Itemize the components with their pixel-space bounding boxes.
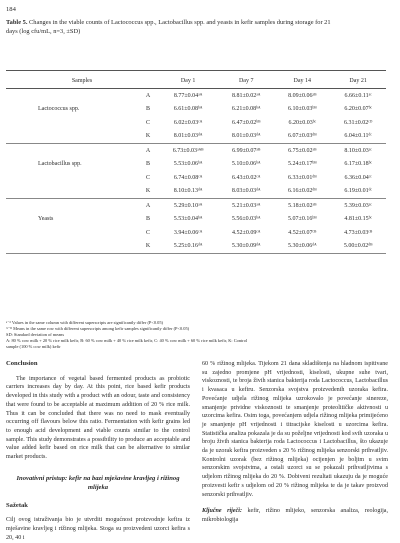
table-header-cell: Day 7 [218, 74, 274, 89]
summary-heading: Sažetak [6, 501, 28, 509]
value-cell: 8.01±0.03ᵈᴬ [218, 130, 274, 144]
value-cell: 6.99±0.07ᵃᴮ [232, 147, 261, 154]
value-cell: 5.21±0.03ᵃᴬ [231, 202, 261, 209]
table-body [6, 89, 386, 254]
value-cell: 6.16±0.02ᵈᴮ [274, 185, 330, 199]
table-row [6, 226, 386, 240]
species-cell [6, 116, 138, 130]
species-cell: Lactococcus spp. [38, 106, 80, 113]
value-cell: 5.56±0.03ᵇᴬ [231, 216, 261, 223]
conclusion-paragraph: The importance of vegetal based fermented products as probiotic carriers increases day by day. At this point, rice based kefir products developed in this study with a product with an odour, taste and consistency that were found to be acceptable at maximum addition of 20 % rice milk. Thus it can be concluded that there was no need to mask eventually occurring off flavours below this ratio. Fermentation with kefir grains led to enough acid development and viable counts similar to the control sample. This study demonstrates a possibility to produce an acceptable and value added kefir based on rice milk that can be alternative to similar market products. [6, 375, 190, 461]
value-cell: 5.53±0.04ᵇᴬ [173, 216, 203, 223]
species-cell [6, 130, 138, 144]
right-column [202, 360, 388, 525]
species-cell [6, 144, 138, 158]
table-row [6, 240, 386, 254]
footnote-line: ᵃ⁻ᵈ Values in the same column with different superscripts are significantly differ (P<0.05) [6, 320, 163, 325]
value-cell: 5.25±0.16ᵈᴬ [158, 240, 218, 254]
value-cell: 8.03±0.03ᵈᴬ [218, 185, 274, 199]
value-cell: 5.10±0.06ᵇᴬ [231, 161, 261, 168]
value-cell: 5.24±0.17ᵇᴮ [288, 161, 317, 168]
species-cell [6, 199, 138, 213]
value-cell: 4.73±0.03ᶜᴮ [344, 229, 373, 236]
value-cell: 4.81±0.15ᵇᶜ [344, 216, 372, 223]
keywords-label: Ključne riječi: [202, 508, 243, 515]
value-cell: 5.00±0.02ᵈᴮ [330, 240, 386, 254]
value-cell: 6.04±0.11ᵈᶜ [330, 130, 386, 144]
value-cell: 8.77±0.04ᵃᴬ [173, 92, 203, 99]
keywords [202, 507, 388, 524]
species-cell [6, 240, 138, 254]
sample-cell: B [145, 106, 150, 113]
sample-cell: B [145, 161, 150, 168]
table-row [6, 199, 386, 213]
value-cell: 5.29±0.10ᵃᴬ [173, 202, 203, 209]
table-caption-label: Table 5. [6, 19, 28, 26]
summary-continuation: 60 % rižinog mlijeka. Tijekom 21 dana skladištenja na hladnom ispitivane su zajedno promjene pH vrijednosti, kiselosti, ukupne suhe tvari, viskoznosti, te broja živih stanica bakterija roda Lactococcus, Lactobacillus i kvasaca u kefiru. Senzorska svojstva proizvedenih uzoraka kefira. Povećanje udjela rižinog mlijeka uzrokovalo je povećanje sinereze, smanjenje prividne viskoznosti te smanjenje proteolitičke aktivnosti u uzorcima kefira. Osim toga, povećanjem udjela rižinog mlijeka primijećeno je smanjenje pH vrijednosti i titracijske kiselosti u uzorcima kefira. Statistička analiza pokazala je da su poželjne vrijednosti kod svih uzoraka u broju živih stanica bakterija roda Lactococcus i Lactobacillus, što ukazuje da je uzorak kefira proizveden s 20 % rižinog mlijeka senzorski prihvatljiv. Kontrolni uzorak (bez rižinog mlijeka) ocijenjen je boljim u svim senzorskim svojstvima, a ostali uzorci su se pokazali prihvatljivima s udjelom rižinog mlijeka do 20 %. Dobiveni rezultati ukazuju da je moguće proizvesti kefir s udjelom od 20 % rižinog mlijeka te da je takav proizvod senzorski prihvatljiv. [202, 361, 388, 498]
table-header-cell: Day 21 [330, 74, 386, 89]
value-cell: 6.02±0.03ᶜᴬ [173, 119, 203, 126]
value-cell: 6.61±0.08ᵇᴬ [173, 106, 203, 113]
table-caption [6, 18, 336, 36]
value-cell: 5.53±0.06ᵇᴬ [173, 161, 203, 168]
value-cell: 6.10±0.03ᵇᴮ [288, 106, 317, 113]
sample-cell: A [145, 147, 151, 154]
table-row [6, 116, 386, 130]
table-footnotes [6, 320, 386, 350]
value-cell: 5.39±0.03ᵃᶜ [344, 202, 372, 209]
species-cell: Lactobacillus spp. [38, 161, 82, 168]
value-cell: 6.17±0.18ᵇᶜ [344, 161, 372, 168]
value-cell: 8.09±0.06ᵃᴮ [288, 92, 317, 99]
species-cell [6, 185, 138, 199]
value-cell: 6.74±0.08ᶜᴬ [173, 174, 203, 181]
table-row [6, 89, 386, 103]
page-number: 184 [6, 6, 16, 13]
sample-cell: K [138, 185, 158, 199]
value-cell: 8.10±0.13ᵈᴬ [158, 185, 218, 199]
value-cell: 6.36±0.04ᶜᶜ [344, 174, 372, 181]
table-row [6, 158, 386, 172]
table-top-rule [6, 70, 386, 71]
sample-cell: K [138, 240, 158, 254]
value-cell: 6.33±0.01ᵈᴮ [288, 174, 317, 181]
sample-cell: C [145, 119, 150, 126]
viable-counts-table [6, 74, 386, 254]
value-cell: 8.81±0.02ᵃᴬ [231, 92, 261, 99]
sample-cell: C [145, 174, 150, 181]
conclusion-heading: Conclusion [6, 360, 38, 367]
croatian-title: Inovativni pristup: kefir na bazi mješavine kravljeg i rižinog mlijeka [16, 474, 180, 491]
value-cell: 5.30±0.09ᵈᴬ [218, 240, 274, 254]
value-cell: 8.10±0.03ᵃᶜ [344, 147, 372, 154]
table-header-row [6, 74, 386, 89]
value-cell: 4.52±0.09ᶜᴬ [232, 229, 261, 236]
value-cell: 4.52±0.07ᶜᴮ [288, 229, 317, 236]
value-cell: 6.20±0.07ᵇᶜ [344, 106, 372, 113]
value-cell: 5.18±0.02ᵃᴮ [288, 202, 317, 209]
table-header-cell: Samples [6, 74, 158, 89]
value-cell: 5.07±0.16ᵇᴮ [288, 216, 317, 223]
value-cell: 3.94±0.06ᶜᴬ [173, 229, 203, 236]
species-cell [6, 171, 138, 185]
value-cell: 6.47±0.02ᵇᴮ [231, 119, 261, 126]
value-cell: 6.31±0.02ᶜᴰ [343, 119, 373, 126]
table-row [6, 144, 386, 158]
value-cell: 6.73±0.03ᵃᴬᴮ [172, 147, 204, 154]
summary-paragraph: Cilj ovog istraživanja bio je utvrditi mogućnost proizvodnje kefira iz mješavine kravljeg i rižinog mlijeka. Stoga su proizvedeni uzorci kefira s 20, 40 i [6, 517, 190, 541]
value-cell: 6.19±0.01ᵈᶜ [330, 185, 386, 199]
sample-cell: B [145, 216, 150, 223]
footnote-line: ᴬ⁻ᴰ Means in the same row with different superscripts among kefir samples significantly differ (P<0.05) [6, 325, 190, 331]
value-cell: 6.21±0.08ᵇᴬ [231, 106, 261, 113]
keywords-text: kefir, rižino mlijeko, senzorska analiza, reologija, mikrobiologija [202, 508, 388, 523]
sample-cell: K [138, 130, 158, 144]
value-cell: 6.66±0.11ᵃᶜ [344, 92, 372, 99]
value-cell: 6.07±0.03ᵈᴮ [274, 130, 330, 144]
value-cell: 6.20±0.03ᵇᶜ [288, 119, 317, 126]
value-cell: 8.01±0.03ᵈᴬ [158, 130, 218, 144]
value-cell: 6.43±0.02ᶜᴬ [232, 174, 261, 181]
table-header-cell: Day 14 [274, 74, 330, 89]
footnote-line: A: 80 % cow milk + 20 % rice milk kefir, B: 60 % cow milk + 40 % rice milk kefir, C: 40 % cow milk + 60 % rice milk kefir, K: Control [6, 337, 248, 343]
footnote-line: sample (100 % cow milk) kefir [6, 343, 61, 349]
table-row [6, 171, 386, 185]
sample-cell: C [145, 229, 150, 236]
value-cell: 5.30±0.06ᵈᴬ [274, 240, 330, 254]
value-cell: 6.75±0.02ᵃᴮ [288, 147, 317, 154]
species-cell [6, 226, 138, 240]
species-cell [6, 89, 138, 103]
sample-cell: A [145, 202, 151, 209]
table-row [6, 185, 386, 199]
sample-cell: A [145, 92, 151, 99]
species-cell: Yeasts [38, 216, 54, 223]
table-caption-text: Changes in the viable counts of Lactococcus spp., Lactobacillus spp. and yeasts in kefir samples during storage for 21 days (log cfu/mL, n=3, ±SD) [6, 19, 331, 35]
table-row [6, 103, 386, 117]
footnote-line: SD: Standard deviation of means [6, 331, 65, 337]
left-column [6, 360, 190, 543]
table-header-cell: Day 1 [158, 74, 218, 89]
table-row [6, 213, 386, 227]
table-row [6, 130, 386, 144]
